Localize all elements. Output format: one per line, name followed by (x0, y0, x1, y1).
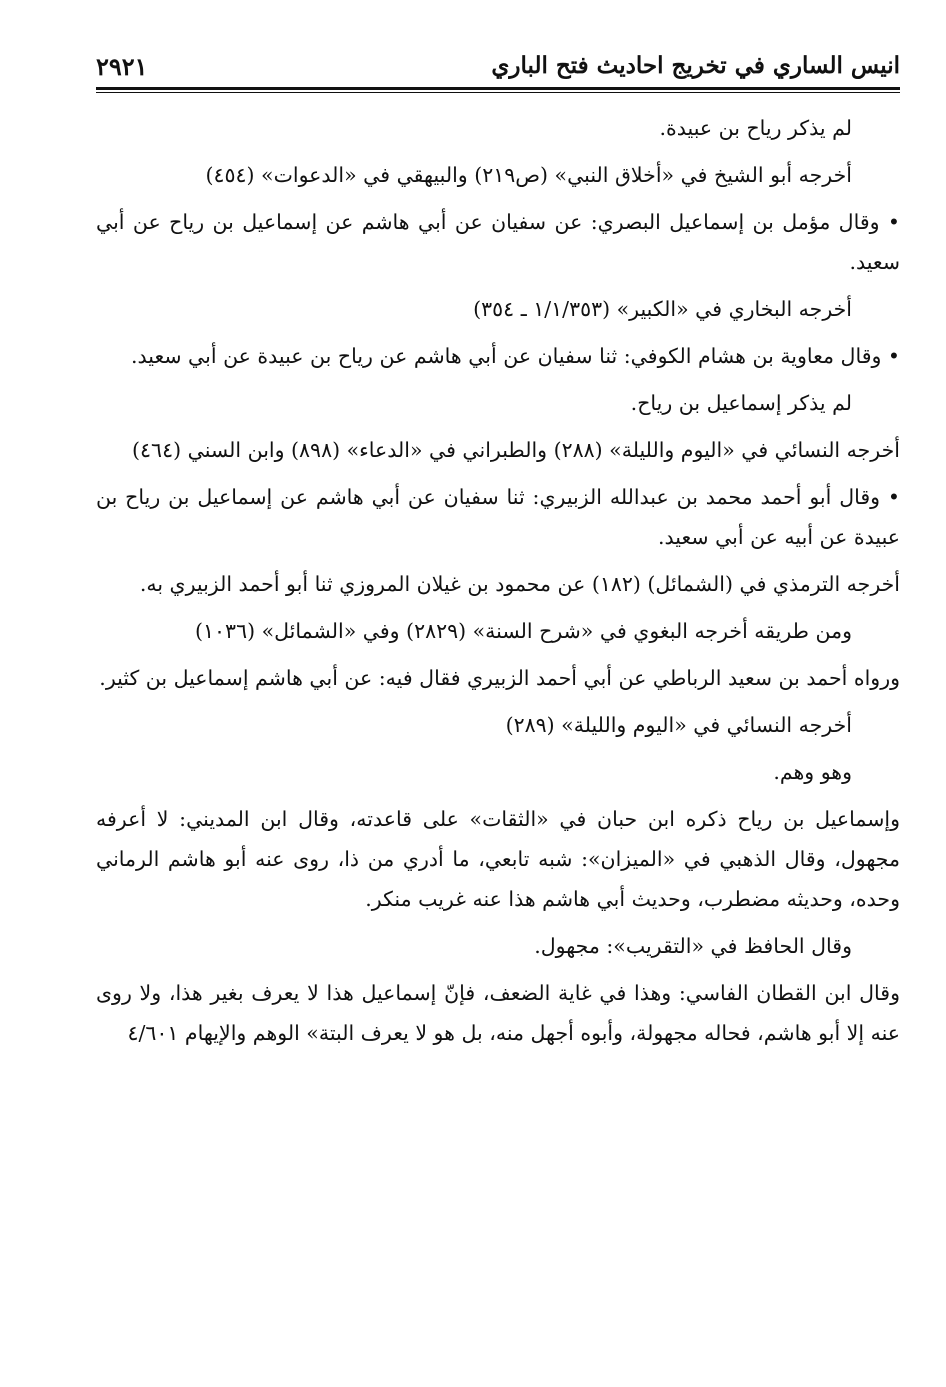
page-header (96, 52, 900, 86)
running-title: انيس الساري في تخريج احاديث فتح الباري (491, 52, 900, 79)
paragraph: أخرجه النسائي في «اليوم والليلة» (٢٨٨) والطبراني في «الدعاء» (٨٩٨) وابن السني (٤٦٤) (132, 438, 900, 462)
paragraph: • وقال أبو أحمد محمد بن عبدالله الزبيري: ثنا سفيان عن أبي هاشم عن إسماعيل بن رياح بن عبيدة عن أبيه عن أبي سعيد. (96, 485, 900, 549)
paragraph: وقال ابن القطان الفاسي: وهذا في غاية الضعف، فإنّ إسماعيل هذا لا يعرف بغير هذا، ولا روى عنه إلا أبو هاشم، فحاله مجهولة، وأبوه أجهل منه، بل هو لا يعرف البتة» الوهم والإيهام ٤/٦٠١ (96, 981, 900, 1045)
paragraph: وهو وهم. (773, 760, 852, 784)
paragraph: وإسماعيل بن رياح ذكره ابن حبان في «الثقات» على قاعدته، وقال ابن المديني: لا أعرفه مجهول، وقال الذهبي في «الميزان»: شبه تابعي، ما أدري من ذا، روى عنه أبو هاشم الرماني وحده، وحديثه مضطرب، وحديث أبي هاشم هذا عنه غريب منكر. (96, 807, 900, 911)
paragraph: لم يذكر رياح بن عبيدة. (659, 116, 852, 140)
paragraph: • وقال معاوية بن هشام الكوفي: ثنا سفيان عن أبي هاشم عن رياح بن عبيدة عن أبي سعيد. (131, 344, 900, 368)
header-rule-thick (96, 87, 900, 90)
paragraph: ومن طريقه أخرجه البغوي في «شرح السنة» (٢٨٢٩) وفي «الشمائل» (١٠٣٦) (195, 619, 852, 643)
paragraph: لم يذكر إسماعيل بن رياح. (630, 391, 852, 415)
paragraph: أخرجه النسائي في «اليوم والليلة» (٢٨٩) (505, 713, 852, 737)
paragraph: أخرجه الترمذي في (الشمائل) (١٨٢) عن محمود بن غيلان المروزي ثنا أبو أحمد الزبيري به. (139, 572, 900, 596)
header-rule-thin (96, 92, 900, 93)
page-number: ٢٩٢١ (96, 52, 148, 81)
paragraph: وقال الحافظ في «التقريب»: مجهول. (534, 934, 852, 958)
paragraph: • وقال مؤمل بن إسماعيل البصري: عن سفيان عن أبي هاشم عن إسماعيل بن رياح عن أبي سعيد. (96, 210, 900, 274)
page-body (96, 108, 900, 1060)
paragraph: أخرجه البخاري في «الكبير» (١/١/٣٥٣ ـ ٣٥٤) (473, 297, 852, 321)
paragraph: أخرجه أبو الشيخ في «أخلاق النبي» (ص٢١٩) والبيهقي في «الدعوات» (٤٥٤) (205, 163, 852, 187)
paragraph: ورواه أحمد بن سعيد الرباطي عن أبي أحمد الزبيري فقال فيه: عن أبي هاشم إسماعيل بن كثير. (99, 666, 900, 690)
